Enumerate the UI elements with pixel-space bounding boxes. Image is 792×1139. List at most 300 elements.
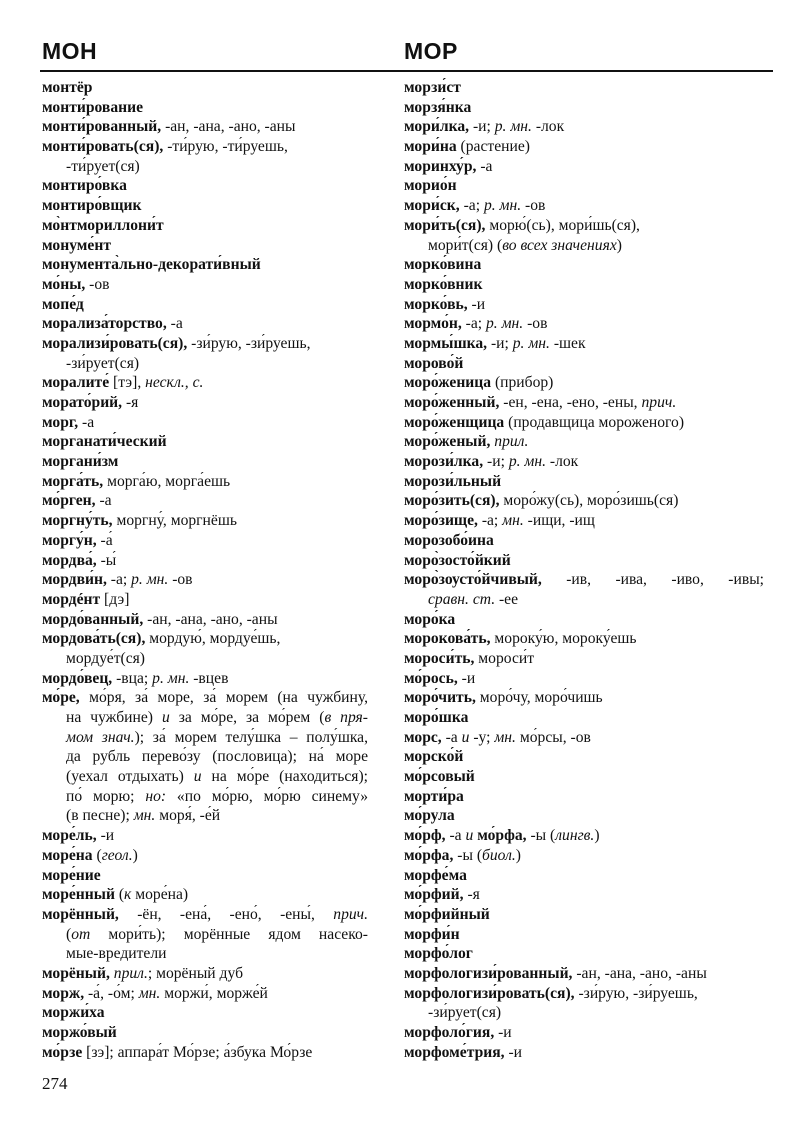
entry-text: -ан, -ана, -ано, -аны: [572, 964, 707, 982]
grammar-note: от: [71, 925, 91, 943]
dictionary-entry-line: [404, 491, 764, 511]
entry-text: «по мо́рю, мо́рю синему»: [166, 787, 368, 805]
entry-continuation-line: [42, 925, 368, 945]
page-number: 274: [42, 1074, 68, 1093]
dictionary-entry-line: [42, 570, 368, 590]
grammar-note: р. мн.: [131, 571, 169, 589]
headword: мо́рфийный: [404, 905, 490, 923]
entry-text: мороку́ю, мороку́ешь: [490, 630, 637, 648]
entry-text: мори́ть); морённые ядом насеко-: [90, 925, 368, 943]
entry-text: -а: [476, 157, 493, 175]
headword: моргну́ть,: [42, 512, 113, 530]
headword: мо́ре,: [42, 689, 80, 707]
headword: мо́рзе: [42, 1043, 83, 1061]
entry-text: -и: [504, 1043, 522, 1061]
headword: моро́женный,: [404, 394, 500, 411]
entry-text: за мо́ре, за мо́рем (: [169, 709, 325, 726]
entry-text: -вцев: [189, 669, 229, 687]
grammar-note: р. мн.: [508, 453, 546, 471]
dictionary-entry-line: [404, 314, 764, 334]
entry-continuation-line: [42, 787, 368, 807]
entry-text: (продавщица мороженого): [504, 413, 685, 431]
dictionary-entry-line: [404, 98, 764, 118]
dictionary-entry-line: [42, 216, 368, 236]
dictionary-entry-line: [404, 157, 764, 177]
headword: монтёр: [42, 79, 93, 96]
dictionary-entry-line: [404, 1023, 764, 1043]
headword: мордо́ванный,: [42, 610, 144, 628]
dictionary-entry-line: [42, 255, 368, 275]
headword: морфологизи́рованный,: [404, 964, 573, 982]
headword: морокова́ть,: [404, 630, 491, 648]
entry-text: -ы (: [526, 827, 556, 845]
grammar-note: и: [193, 768, 202, 786]
entry-text: -а: [78, 413, 95, 431]
grammar-note: прич.: [641, 394, 677, 411]
grammar-note: в пря-: [324, 709, 368, 726]
entry-text: -вца;: [112, 669, 153, 687]
entry-text: (прибор): [491, 374, 554, 392]
entry-continuation-line: [42, 354, 368, 374]
headword: мо́рось,: [404, 669, 458, 687]
headword: мордова́ть(ся),: [42, 630, 146, 648]
entry-text: [зэ]; аппара́т Мо́рзе; а́збука Мо́рзе: [82, 1043, 313, 1061]
entry-text: ): [132, 846, 138, 864]
dictionary-entry-line: [404, 944, 764, 964]
entry-text: -ов: [523, 315, 548, 333]
dictionary-entry-line: [42, 826, 368, 846]
headword: морфоме́трия,: [404, 1043, 505, 1061]
headword: мо́рф,: [404, 827, 446, 845]
headword: море́ние: [42, 866, 101, 884]
grammar-note: р. мн.: [512, 334, 550, 352]
grammar-note: р. мн.: [494, 118, 532, 136]
grammar-note: р. мн.: [483, 197, 522, 215]
headword: морти́ра: [404, 787, 464, 805]
dictionary-entry-line: [404, 452, 764, 472]
headword: морози́льный: [404, 472, 502, 490]
entry-text: (: [92, 846, 102, 864]
headword: морско́й: [404, 748, 464, 766]
dictionary-entry-line: [404, 117, 764, 137]
dictionary-entry-line: [404, 413, 764, 433]
dictionary-entry-line: [404, 787, 764, 807]
headword: морио́н: [404, 177, 457, 195]
headword: мори́лка,: [404, 118, 470, 136]
headword: мордва́,: [42, 551, 97, 569]
entry-continuation-line: [42, 157, 368, 177]
headword: мо́рфий,: [404, 886, 464, 904]
dictionary-entry-line: [404, 570, 764, 590]
headword: морфологизи́ровать(ся),: [404, 984, 575, 1002]
headword: мопе́д: [42, 295, 84, 313]
grammar-note: нескл., с.: [145, 374, 204, 392]
header-rule: [40, 70, 773, 72]
dictionary-entry-line: [42, 452, 368, 472]
dictionary-entry-line: [42, 295, 368, 315]
entry-text: мордую́, мордуе́шь,: [145, 630, 281, 648]
headword: мори́на: [404, 138, 457, 156]
header-right-guide-word: МОР: [404, 38, 458, 64]
entry-text: морю́(сь), мори́шь(ся),: [485, 216, 640, 234]
headword: моро́ка: [404, 610, 456, 628]
grammar-note: мом знач.: [66, 728, 135, 746]
entry-continuation-line: [42, 747, 368, 767]
headword: мордви́н,: [42, 571, 107, 589]
headword: море́нный: [42, 886, 115, 904]
dictionary-entry-line: [404, 846, 764, 866]
entry-text: (в песне);: [66, 807, 134, 825]
dictionary-entry-line: [42, 984, 368, 1004]
grammar-note: во всех значениях: [502, 236, 617, 254]
entry-text: -ти́рует(ся): [66, 157, 140, 175]
entry-text: -ов: [85, 275, 110, 293]
headword: морёный,: [42, 964, 110, 982]
entry-text: -зи́рую, -зи́руешь,: [574, 984, 698, 1002]
dictionary-entry-line: [42, 964, 368, 984]
entry-text: -а;: [477, 512, 503, 530]
dictionary-entry-line: [404, 373, 764, 393]
headword: морг,: [42, 413, 79, 431]
headword: морзя́нка: [404, 98, 472, 116]
headword: мо́рфа,: [477, 827, 527, 845]
entry-text: -ищи, -ищ: [523, 512, 595, 530]
entry-text: -ы́: [96, 551, 117, 569]
headword: мороси́ть,: [404, 649, 475, 667]
grammar-note: р. мн.: [486, 315, 524, 333]
dictionary-entry-line: [42, 669, 368, 689]
entry-text: да рубль перево́зу (пословица); на́ море: [66, 748, 368, 766]
dictionary-entry-line: [404, 196, 764, 216]
entry-text: моро́чу, моро́чишь: [475, 689, 603, 707]
grammar-note: и: [465, 827, 474, 845]
grammar-note: прич.: [333, 905, 368, 923]
grammar-note: мн.: [494, 728, 516, 746]
dictionary-entry-line: [404, 472, 764, 492]
headword: монуме́нт: [42, 236, 111, 254]
grammar-note: прил.: [494, 433, 529, 451]
entry-text: -и: [457, 669, 476, 687]
headword: мормы́шка,: [404, 334, 488, 352]
headword: мо́рула: [404, 807, 455, 825]
headword: морози́лка,: [404, 453, 484, 471]
dictionary-entry-line: [404, 649, 764, 669]
entry-text: мо́рсы, -ов: [515, 728, 591, 746]
headword: морко́вник: [404, 275, 483, 293]
entry-text: -а;: [106, 571, 132, 589]
dictionary-entry-line: [404, 925, 764, 945]
headword: морфе́ма: [404, 866, 467, 884]
dictionary-entry-line: [404, 728, 764, 748]
dictionary-entry-line: [42, 688, 368, 708]
headword: моро̀зоусто́йчивый,: [404, 571, 542, 589]
dictionary-entry-line: [42, 866, 368, 886]
headword: морко́вина: [404, 256, 482, 274]
grammar-note: мн.: [138, 984, 161, 1002]
dictionary-entry-line: [404, 176, 764, 196]
dictionary-entry-line: [42, 393, 368, 413]
headword: монтиро́вка: [42, 177, 127, 195]
dictionary-entry-line: [404, 610, 764, 630]
entry-text: ): [594, 827, 600, 845]
entry-text: -зи́рует(ся): [428, 1004, 502, 1022]
entry-continuation-line: [404, 590, 764, 610]
entry-text: мые-вредители: [66, 945, 167, 963]
dictionary-entry-line: [42, 551, 368, 571]
headword: море́на: [42, 846, 93, 864]
dictionary-entry-line: [42, 117, 368, 137]
dictionary-entry-line: [404, 334, 764, 354]
entry-continuation-line: [404, 236, 764, 256]
entry-text: мори́т(ся) (: [428, 236, 503, 254]
running-header: [40, 38, 773, 72]
entry-text: моргну́, моргнёшь: [112, 512, 237, 530]
dictionary-entry-line: [42, 78, 368, 98]
headword: моро́зище,: [404, 512, 478, 530]
headword: моро́зить(ся),: [404, 492, 500, 510]
dictionary-entry-line: [42, 1043, 368, 1063]
entry-continuation-line: [42, 767, 368, 787]
dictionary-entry-line: [404, 747, 764, 767]
dictionary-entry-line: [404, 826, 764, 846]
headword: море́ль,: [42, 827, 97, 845]
grammar-note: геол.: [101, 846, 133, 864]
entry-text: ); за́ морем телу́шка – полу́шка,: [134, 728, 368, 746]
entry-text: -и: [494, 1024, 512, 1041]
entry-text: на чужбине): [66, 709, 162, 726]
dictionary-entry-line: [42, 196, 368, 216]
headword: морозобо́ина: [404, 531, 494, 549]
entry-text: ): [616, 236, 622, 254]
dictionary-entry-line: [404, 1043, 764, 1063]
dictionary-entry-line: [404, 295, 764, 315]
entry-text: -ан, -ана, -ано, -аны: [143, 610, 278, 628]
headword: мордéнт: [42, 590, 101, 608]
entry-text: -ен, -ена, -ено, -ены,: [499, 394, 642, 411]
headword: морганати́ческий: [42, 433, 167, 451]
grammar-note: и: [161, 709, 170, 726]
headword: мо̀нтмориллони́т: [42, 216, 164, 234]
headword: мордо́вец,: [42, 669, 113, 687]
entry-continuation-line: [42, 944, 368, 964]
dictionary-entry-line: [404, 78, 764, 98]
entry-text: -и;: [487, 334, 513, 352]
dictionary-entry-line: [404, 216, 764, 236]
headword: морфоло́гия,: [404, 1024, 495, 1041]
dictionary-entry-line: [404, 708, 764, 728]
dictionary-entry-line: [404, 432, 764, 452]
entry-text: -ы (: [453, 846, 483, 864]
entry-text: мороси́т: [474, 649, 535, 667]
headword: моро̀зосто́йкий: [404, 551, 511, 569]
dictionary-entry-line: [42, 1023, 368, 1043]
entry-text: моря́, -е́й: [155, 807, 221, 825]
headword: моро́женый,: [404, 433, 491, 451]
dictionary-entry-line: [42, 236, 368, 256]
header-left-guide-word: МОН: [42, 38, 98, 64]
entry-text: -а: [166, 315, 183, 333]
entry-text: [тэ],: [109, 374, 146, 392]
dictionary-entry-line: [42, 472, 368, 492]
dictionary-entry-line: [42, 491, 368, 511]
dictionary-entry-line: [404, 806, 764, 826]
headword: мо́рсовый: [404, 768, 475, 786]
dictionary-entry-line: [404, 137, 764, 157]
dictionary-entry-line: [404, 767, 764, 787]
headword: морс,: [404, 728, 442, 746]
dictionary-entry-line: [42, 98, 368, 118]
dictionary-entry-line: [42, 846, 368, 866]
grammar-note: прил.: [113, 964, 148, 982]
dictionary-entry-line: [42, 432, 368, 452]
dictionary-entry-line: [404, 964, 764, 984]
dictionary-entry-line: [42, 610, 368, 630]
entry-text: [дэ]: [100, 590, 130, 608]
dictionary-entry-line: [42, 511, 368, 531]
entry-text: -лок: [531, 118, 565, 136]
headword: монти́ровать(ся),: [42, 138, 164, 156]
dictionary-entry-line: [404, 866, 764, 886]
grammar-note: сравн. ст.: [428, 590, 496, 608]
dictionary-entry-line: [404, 511, 764, 531]
entry-text: -и: [467, 295, 486, 313]
headword: моржо́вый: [42, 1024, 117, 1041]
entry-text: -ов: [168, 571, 193, 589]
entry-text: -у;: [469, 728, 495, 746]
dictionary-entry-line: [404, 255, 764, 275]
headword: моралите́: [42, 374, 110, 392]
entry-text: -ти́рую, -ти́руешь,: [163, 138, 288, 156]
dictionary-entry-line: [42, 531, 368, 551]
entry-continuation-line: [42, 806, 368, 826]
grammar-note: мн.: [502, 512, 524, 530]
grammar-note: лингв.: [555, 827, 595, 845]
entry-text: ; морёный дуб: [147, 964, 243, 982]
entry-text: -а;: [459, 197, 484, 215]
dictionary-entry-line: [42, 275, 368, 295]
dictionary-entry-line: [42, 629, 368, 649]
dictionary-entry-line: [42, 373, 368, 393]
entry-text: -а́, -о́м;: [84, 984, 139, 1002]
entry-text: -а́: [96, 531, 113, 549]
dictionary-entry-line: [404, 905, 764, 925]
dictionary-entry-line: [42, 176, 368, 196]
headword: монтиро́вщик: [42, 197, 142, 215]
entry-text: на мо́ре (находиться);: [201, 768, 368, 786]
dictionary-entry-line: [404, 984, 764, 1004]
entry-text: моро́жу(сь), моро́зишь(ся): [499, 492, 679, 510]
headword: моро́женица: [404, 374, 492, 392]
headword: моржи́ха: [42, 1004, 105, 1022]
headword: морфи́н: [404, 925, 460, 943]
headword: морга́ть,: [42, 472, 104, 490]
headword: монумента̀льно-декорати́вный: [42, 256, 261, 274]
headword: монти́рование: [42, 98, 144, 116]
entry-text: море́на): [131, 886, 189, 904]
entry-text: -лок: [546, 453, 579, 471]
entry-text: -ее: [495, 590, 519, 608]
dictionary-entry-line: [42, 413, 368, 433]
entry-text: -и;: [483, 453, 509, 471]
entry-text: -ён, -ена́, -ено́, -ены́,: [118, 905, 334, 923]
entry-text: моржи́, морже́й: [160, 984, 268, 1002]
entry-text: (растение): [456, 138, 530, 156]
dictionary-entry-line: [404, 688, 764, 708]
dictionary-entry-line: [42, 334, 368, 354]
dictionary-entry-line: [404, 669, 764, 689]
headword: моро́чить,: [404, 689, 476, 707]
entry-text: мордуе́т(ся): [66, 649, 145, 667]
entry-text: -ан, -ана, -ано, -аны: [161, 118, 296, 136]
entry-text: (: [66, 925, 72, 943]
entry-text: -а: [445, 827, 466, 845]
dictionary-entry-line: [42, 905, 368, 925]
entry-text: -зи́рую, -зи́руешь,: [187, 334, 311, 352]
dictionary-entry-line: [404, 531, 764, 551]
grammar-note: мн.: [133, 807, 156, 825]
entry-text: -ов: [521, 197, 546, 215]
entry-text: ): [515, 846, 521, 864]
dictionary-entry-line: [404, 629, 764, 649]
headword: мормо́н,: [404, 315, 462, 333]
headword: моринху́р,: [404, 157, 477, 175]
headword: моро́шка: [404, 709, 469, 726]
entry-text: -а: [95, 492, 112, 510]
entry-text: -я: [122, 394, 139, 411]
headword: морово́й: [404, 354, 464, 372]
grammar-note: но:: [145, 787, 167, 805]
dictionary-entry-line: [42, 885, 368, 905]
headword: морализи́ровать(ся),: [42, 334, 188, 352]
entry-text: -и;: [469, 118, 495, 136]
entry-text: морга́ю, морга́ешь: [103, 472, 231, 490]
entry-text: -и: [96, 827, 115, 845]
headword: морённый,: [42, 905, 119, 923]
entry-text: (уехал отдыхать): [66, 768, 194, 786]
headword: морзи́ст: [404, 79, 461, 96]
headword: морфо́лог: [404, 945, 473, 963]
left-column: [42, 78, 368, 1062]
headword: монти́рованный,: [42, 118, 162, 136]
headword: мори́ть(ся),: [404, 216, 486, 234]
entry-continuation-line: [42, 728, 368, 748]
dictionary-entry-line: [404, 885, 764, 905]
headword: мо́рген,: [42, 492, 96, 510]
headword: мо́ны,: [42, 275, 86, 293]
entry-text: -ив, -ива, -иво, -ивы;: [541, 571, 764, 589]
dictionary-entry-line: [42, 314, 368, 334]
headword: морж,: [42, 984, 85, 1002]
entry-text: -а;: [461, 315, 486, 333]
entry-text: по́ морю;: [66, 787, 146, 805]
headword: мо́рфа,: [404, 846, 454, 864]
dictionary-entry-line: [42, 590, 368, 610]
entry-text: -а: [441, 728, 462, 746]
headword: морко́вь,: [404, 295, 468, 313]
headword: морализа́торство,: [42, 315, 167, 333]
grammar-note: и: [461, 728, 470, 746]
entry-text: мо́ря, за́ море, за́ морем (на чужбину,: [79, 689, 368, 707]
dictionary-entry-line: [42, 137, 368, 157]
entry-continuation-line: [404, 1003, 764, 1023]
headword: морато́рий,: [42, 394, 123, 411]
grammar-note: к: [124, 886, 132, 904]
dictionary-entry-line: [42, 1003, 368, 1023]
entry-text: -зи́рует(ся): [66, 354, 140, 372]
dictionary-entry-line: [404, 551, 764, 571]
right-column: [404, 78, 764, 1062]
entry-text: -шек: [549, 334, 586, 352]
